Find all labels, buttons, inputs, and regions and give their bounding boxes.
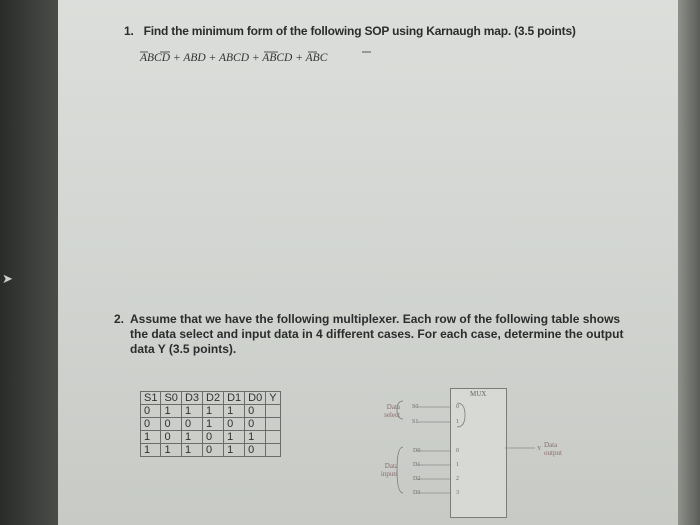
table-cell: 0 <box>161 431 181 444</box>
output-pin-y: Y <box>537 446 542 452</box>
table-cell: 0 <box>245 418 266 431</box>
table-cell: 0 <box>181 418 202 431</box>
table-cell: 1 <box>161 444 181 457</box>
mux-select-0: 0 <box>456 404 459 410</box>
table-cell <box>266 444 280 457</box>
table-cell <box>266 418 280 431</box>
select-pin-s1: S1 <box>412 419 419 425</box>
input-pin-d1: D1 <box>413 462 421 468</box>
header-d3: D3 <box>181 392 202 405</box>
table-row <box>141 405 281 418</box>
select-pin-s0: S0 <box>412 404 419 410</box>
mux-input-0: 0 <box>456 448 459 454</box>
table-cell: 0 <box>224 418 245 431</box>
table-cell: 1 <box>161 405 181 418</box>
data-inputs-label: Data inputs <box>380 462 398 478</box>
table-cell: 0 <box>245 405 266 418</box>
question-1 <box>124 24 576 38</box>
table-cell: 0 <box>141 405 161 418</box>
table-cell: 1 <box>224 444 245 457</box>
header-d0: D0 <box>245 392 266 405</box>
input-pin-d3: D3 <box>413 490 421 496</box>
data-output-label: Data output <box>544 441 562 457</box>
input-pin-d2: D2 <box>413 476 421 482</box>
question-1-number: 1. <box>124 24 134 38</box>
mux-select-1: 1 <box>456 419 459 425</box>
data-select-label: Data select <box>384 403 400 419</box>
mouse-cursor-icon: ➤ <box>2 271 13 286</box>
table-row <box>141 444 281 457</box>
mux-input-2: 2 <box>456 476 459 482</box>
header-y: Y <box>266 392 280 405</box>
header-s0: S0 <box>161 392 181 405</box>
table-cell: 0 <box>141 418 161 431</box>
question-2-number: 2. <box>114 312 125 326</box>
table-cell: 1 <box>141 431 161 444</box>
header-d1: D1 <box>224 392 245 405</box>
question-2 <box>114 312 634 357</box>
mux-wiring <box>395 395 555 510</box>
table-cell: 1 <box>203 418 224 431</box>
table-cell: 1 <box>245 431 266 444</box>
table-cell: 0 <box>245 444 266 457</box>
table-cell <box>266 431 280 444</box>
table-cell <box>266 405 280 418</box>
table-cell: 0 <box>203 431 224 444</box>
table-cell: 1 <box>224 405 245 418</box>
truth-table <box>140 391 281 457</box>
table-cell: 1 <box>181 405 202 418</box>
header-s1: S1 <box>141 392 161 405</box>
table-cell: 1 <box>181 431 202 444</box>
screen-bezel-right <box>678 0 700 525</box>
table-cell: 1 <box>203 405 224 418</box>
mux-title: MUX <box>470 390 487 398</box>
input-pin-d0: D0 <box>413 448 421 454</box>
table-cell: 0 <box>161 418 181 431</box>
table-cell: 1 <box>224 431 245 444</box>
overbar-marks <box>140 50 380 56</box>
sop-expression: ABCD + ABD + ABCD + ABCD + ABC <box>140 52 327 64</box>
screen-bezel-left <box>0 0 58 525</box>
table-cell: 1 <box>141 444 161 457</box>
header-d2: D2 <box>203 392 224 405</box>
mux-input-3: 3 <box>456 490 459 496</box>
table-cell: 0 <box>203 444 224 457</box>
table-row <box>141 418 281 431</box>
table-header-row <box>141 392 281 405</box>
mux-input-1: 1 <box>456 462 459 468</box>
table-row <box>141 431 281 444</box>
question-1-text: Find the minimum form of the following SOP using Karnaugh map. (3.5 points) <box>143 24 576 38</box>
table-cell: 1 <box>181 444 202 457</box>
question-2-text: Assume that we have the following multiplexer. Each row of the following table shows the data select and input data in 4 different cases. For each case, determine the output data Y (3.5 points). <box>130 312 624 356</box>
